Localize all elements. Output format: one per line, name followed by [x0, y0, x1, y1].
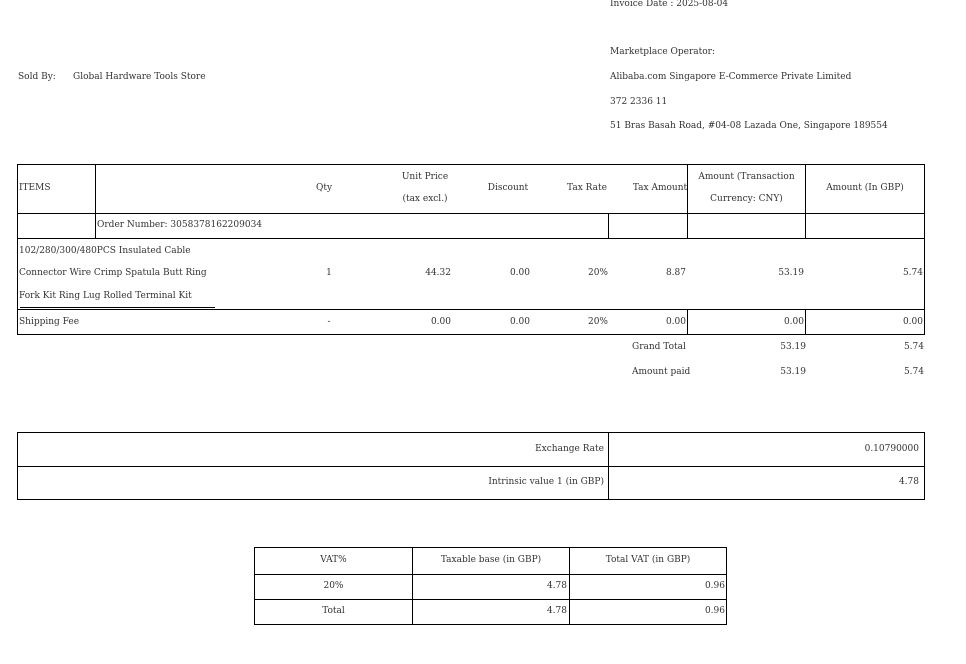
- shipping-discount: 0.00: [509, 317, 530, 327]
- header-tax-rate: Tax Rate: [567, 183, 607, 193]
- amount-paid-label: Amount paid: [632, 367, 691, 377]
- table-rule: [254, 599, 727, 600]
- table-rule: [254, 547, 727, 548]
- table-rule: [20, 307, 215, 308]
- vat-row-taxable: 4.78: [546, 581, 567, 591]
- grand-total-cny: 53.19: [780, 342, 806, 352]
- header-qty: Qty: [315, 183, 333, 193]
- table-rule: [17, 432, 925, 433]
- table-rule: [924, 164, 925, 335]
- table-rule: [17, 309, 925, 310]
- product-qty: 1: [326, 268, 332, 278]
- header-items: ITEMS: [19, 183, 51, 193]
- table-rule: [17, 466, 925, 467]
- header-amount-txn-currency: Currency: CNY): [710, 194, 783, 204]
- product-discount: 0.00: [509, 268, 530, 278]
- operator-label: Marketplace Operator:: [610, 47, 716, 57]
- header-amount-txn: Amount (Transaction: [698, 172, 795, 182]
- amount-paid-gbp: 5.74: [903, 367, 924, 377]
- grand-total-gbp: 5.74: [903, 342, 924, 352]
- shipping-amount-cny: 0.00: [783, 317, 804, 327]
- shipping-name: Shipping Fee: [19, 317, 80, 327]
- shipping-qty: -: [327, 317, 331, 327]
- product-name-line2: Connector Wire Crimp Spatula Butt Ring: [19, 268, 207, 278]
- table-rule: [17, 499, 925, 500]
- vat-total-taxable: 4.78: [546, 606, 567, 616]
- vat-total-label: Total: [322, 606, 345, 616]
- table-rule: [17, 238, 925, 239]
- grand-total-label: Grand Total: [632, 342, 686, 352]
- amount-paid-cny: 53.19: [780, 367, 806, 377]
- header-discount: Discount: [487, 183, 529, 193]
- shipping-unit-price: 0.00: [430, 317, 451, 327]
- table-rule: [17, 164, 925, 165]
- sold-by-value: Global Hardware Tools Store: [73, 72, 206, 82]
- product-unit-price: 44.32: [425, 268, 451, 278]
- exchange-rate-value: 0.10790000: [864, 444, 919, 454]
- vat-total-amount: 0.96: [704, 606, 725, 616]
- vat-row-total: 0.96: [704, 581, 725, 591]
- table-rule: [805, 164, 806, 239]
- operator-address: 51 Bras Basah Road, #04-08 Lazada One, Singapore 189554: [610, 121, 888, 131]
- table-rule: [17, 432, 18, 500]
- vat-header-taxable: Taxable base (in GBP): [440, 555, 542, 565]
- table-rule: [17, 334, 925, 335]
- header-amount-gbp: Amount (In GBP): [826, 183, 904, 193]
- table-rule: [17, 213, 925, 214]
- operator-number: 372 2336 11: [610, 97, 668, 107]
- vat-row-rate: 20%: [323, 581, 344, 591]
- product-name-line3: Fork Kit Ring Lug Rolled Terminal Kit: [19, 291, 192, 301]
- exchange-rate-label: Exchange Rate: [535, 444, 604, 454]
- intrinsic-value-label: Intrinsic value 1 (in GBP): [488, 477, 604, 487]
- table-rule: [805, 309, 806, 335]
- table-rule: [726, 547, 727, 625]
- header-tax-amount: Tax Amount: [632, 183, 688, 193]
- product-tax-amount: 8.87: [665, 268, 686, 278]
- intrinsic-value: 4.78: [898, 477, 919, 487]
- order-number: Order Number: 3058378162209034: [97, 220, 263, 230]
- product-amount-gbp: 5.74: [902, 268, 923, 278]
- table-rule: [17, 164, 18, 335]
- vat-header-rate: VAT%: [320, 555, 347, 565]
- shipping-tax-rate: 20%: [587, 317, 608, 327]
- vat-header-total: Total VAT (in GBP): [605, 555, 691, 565]
- table-rule: [608, 432, 609, 500]
- product-tax-rate: 20%: [587, 268, 608, 278]
- shipping-tax-amount: 0.00: [665, 317, 686, 327]
- table-rule: [608, 213, 609, 239]
- invoice-date: Invoice Date : 2025-08-04: [610, 0, 729, 9]
- table-rule: [254, 574, 727, 575]
- table-rule: [687, 309, 688, 335]
- sold-by-label: Sold By:: [18, 72, 56, 82]
- table-rule: [95, 164, 96, 239]
- table-rule: [254, 624, 727, 625]
- table-rule: [924, 432, 925, 500]
- header-unit-price: Unit Price: [401, 172, 449, 182]
- header-unit-price-note: (tax excl.): [402, 194, 448, 204]
- operator-name: Alibaba.com Singapore E-Commerce Private Limited: [610, 72, 852, 82]
- product-name-line1: 102/280/300/480PCS Insulated Cable: [19, 246, 191, 256]
- product-amount-cny: 53.19: [778, 268, 804, 278]
- shipping-amount-gbp: 0.00: [902, 317, 923, 327]
